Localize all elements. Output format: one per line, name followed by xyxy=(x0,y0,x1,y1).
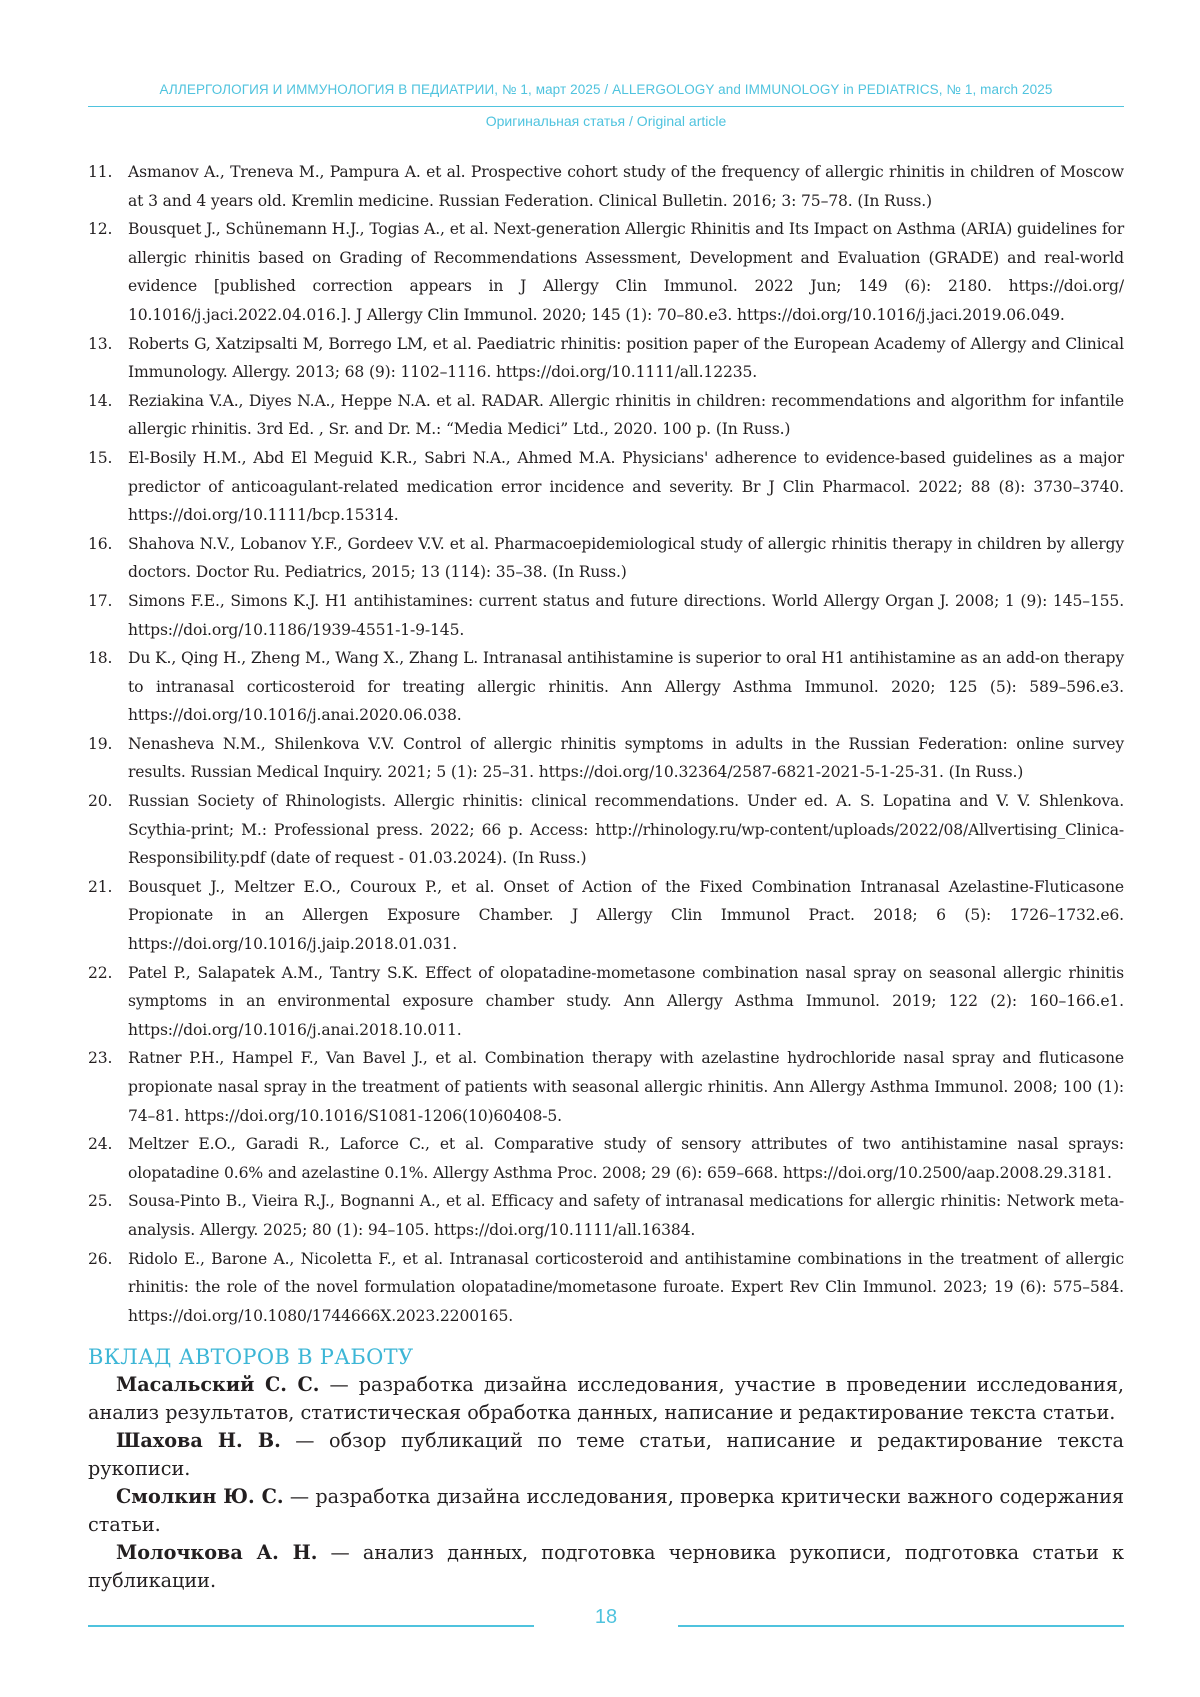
running-header xyxy=(88,82,1124,129)
contribution-item xyxy=(88,1539,1124,1595)
reference-number: 17. xyxy=(88,591,113,610)
reference-text: Sousa-Pinto B., Vieira R.J., Bognanni A., et al. Efficacy and safety of intranasal medications for allergic rhinitis: Network meta-analysis. Allergy. 2025; 80 (1): 94–105. https://doi.org/10.1111/all.16384. xyxy=(128,1192,1124,1239)
header-divider xyxy=(88,106,1124,107)
reference-item xyxy=(88,787,1124,873)
contributions-heading: ВКЛАД АВТОРОВ В РАБОТУ xyxy=(88,1345,414,1369)
footer-rule-right xyxy=(678,1625,1124,1627)
reference-number: 22. xyxy=(88,963,113,982)
reference-text: Meltzer E.O., Garadi R., Laforce C., et al. Comparative study of sensory attributes of two antihistamine nasal sprays: olopatadine 0.6% and azelastine 0.1%. Allergy Asthma Proc. 2008; 29 (6): 659–668. https://doi.org/10.2500/aap.2008.29.3181. xyxy=(128,1135,1124,1182)
reference-item xyxy=(88,1130,1124,1187)
reference-item xyxy=(88,959,1124,1045)
page-footer xyxy=(88,1604,1124,1634)
reference-number: 26. xyxy=(88,1249,113,1268)
contribution-item xyxy=(88,1371,1124,1427)
contribution-text: — разработка дизайна исследования, участие в проведении исследования, анализ результатов, статистическая обработка данных, написание и редактирование текста статьи. xyxy=(88,1373,1124,1424)
reference-text: Ratner P.H., Hampel F., Van Bavel J., et al. Combination therapy with azelastine hydrochloride nasal spray and fluticasone propionate nasal spray in the treatment of patients with seasonal allergic rhinitis. Ann Allergy Asthma Immunol. 2008; 100 (1): 74–81. https://doi.org/10.1016/S1081-1206(10)60408-5. xyxy=(128,1049,1124,1125)
article-type: Оригинальная статья / Original article xyxy=(485,113,727,129)
reference-number: 16. xyxy=(88,534,113,553)
contribution-author: Шахова Н. В. xyxy=(116,1429,281,1452)
footer-rule-left xyxy=(88,1625,534,1627)
reference-number: 23. xyxy=(88,1049,113,1068)
reference-text: Nenasheva N.M., Shilenkova V.V. Control of allergic rhinitis symptoms in adults in the Russian Federation: online survey results. Russian Medical Inquiry. 2021; 5 (1): 25–31. https://doi.org/10.32364/2587-6821-2021-5-1-25-31. (In Russ.) xyxy=(128,734,1124,782)
reference-text: Reziakina V.A., Diyes N.A., Heppe N.A. et al. RADAR. Allergic rhinitis in children: recommendations and algorithm for infantile allergic rhinitis. 3rd Ed. , Sr. and Dr. M.: “Media Medici” Ltd., 2020. 100 p. (In Russ.) xyxy=(128,391,1124,439)
reference-number: 25. xyxy=(88,1192,113,1211)
contribution-author: Молочкова А. Н. xyxy=(116,1541,318,1564)
reference-text: Roberts G, Xatzipsalti M, Borrego LM, et al. Paediatric rhinitis: position paper of the European Academy of Allergy and Clinical Immunology. Allergy. 2013; 68 (9): 1102–1116. https://doi.org/10.1111/all.12235. xyxy=(128,334,1124,382)
reference-item xyxy=(88,215,1124,329)
reference-text: Asmanov A., Treneva M., Pampura A. et al. Prospective cohort study of the frequency of allergic rhinitis in children of Moscow at 3 and 4 years old. Kremlin medicine. Russian Federation. Clinical Bulletin. 2016; 3: 75–78. (In Russ.) xyxy=(128,163,1124,210)
reference-list xyxy=(88,158,1124,1330)
reference-number: 12. xyxy=(88,220,113,239)
reference-number: 18. xyxy=(88,649,113,668)
reference-item xyxy=(88,1245,1124,1331)
contribution-author: Масальский С. С. xyxy=(116,1373,320,1396)
reference-number: 24. xyxy=(88,1135,113,1154)
reference-text: El-Bosily H.M., Abd El Meguid K.R., Sabri N.A., Ahmed M.A. Physicians' adherence to evidence-based guidelines as a major predictor of anticoagulant-related medication error incidence and severity. Br J Clin Pharmacol. 2022; 88 (8): 3730–3740. https://doi.org/10.1111/bcp.15314. xyxy=(128,448,1124,525)
reference-number: 21. xyxy=(88,877,113,896)
reference-number: 19. xyxy=(88,734,113,753)
reference-text: Bousquet J., Schünemann H.J., Togias A., et al. Next-generation Allergic Rhinitis and Its Impact on Asthma (ARIA) guidelines for allergic rhinitis based on Grading of Recommendations Assessment, Development and Evaluation (GRADE) and real-world evidence [published correction appears in J Allergy Clin Immunol. 2022 Jun; 149 (6): 2180. https://doi.org/ 10.1016/j.jaci.2022.04.016.]. J Allergy Clin Immunol. 2020; 145 (1): 70–80.e3. https://doi.org/10.1016/j.jaci.2019.06.049. xyxy=(128,220,1124,324)
reference-text: Ridolo E., Barone A., Nicoletta F., et al. Intranasal corticosteroid and antihistamine combinations in the treatment of allergic rhinitis: the role of the novel formulation olopatadine/mometasone furoate. Expert Rev Clin Immunol. 2023; 19 (6): 575–584. https://doi.org/10.1080/1744666X.2023.2200165. xyxy=(128,1249,1124,1325)
reference-item xyxy=(88,873,1124,959)
contribution-text: — анализ данных, подготовка черновика рукописи, подготовка статьи к публикации. xyxy=(88,1541,1124,1592)
reference-item xyxy=(88,330,1124,387)
reference-item xyxy=(88,444,1124,530)
contribution-text: — обзор публикаций по теме статьи, написание и редактирование текста рукописи. xyxy=(88,1429,1124,1480)
reference-text: Du K., Qing H., Zheng M., Wang X., Zhang L. Intranasal antihistamine is superior to oral H1 antihistamine as an add-on therapy to intranasal corticosteroid for treating allergic rhinitis. Ann Allergy Asthma Immunol. 2020; 125 (5): 589–596.e3. https://doi.org/10.1016/j.anai.2020.06.038. xyxy=(128,649,1124,725)
reference-text: Russian Society of Rhinologists. Allergic rhinitis: clinical recommendations. Under ed. A. S. Lopatina and V. V. Shlenkova. Scythia-print; M.: Professional press. 2022; 66 p. Access: http://rhinology.ru/wp-content/uploads/2022/08/Allvertising_Clinica-Responsibility.pdf (date of request - 01.03.2024). (In Russ.) xyxy=(128,792,1124,868)
contribution-item xyxy=(88,1483,1124,1539)
reference-text: Bousquet J., Meltzer E.O., Couroux P., et al. Onset of Action of the Fixed Combination Intranasal Azelastine-Fluticasone Propionate in an Allergen Exposure Chamber. J Allergy Clin Immunol Pract. 2018; 6 (5): 1726–1732.e6. https://doi.org/10.1016/j.jaip.2018.01.031. xyxy=(128,877,1124,954)
reference-number: 13. xyxy=(88,334,113,353)
contributions-section xyxy=(88,1371,1124,1595)
reference-number: 11. xyxy=(88,163,113,181)
reference-number: 20. xyxy=(88,792,113,811)
reference-text: Patel P., Salapatek A.M., Tantry S.K. Effect of olopatadine-mometasone combination nasal spray on seasonal allergic rhinitis symptoms in an environmental exposure chamber study. Ann Allergy Asthma Immunol. 2019; 122 (2): 160–166.e1. https://doi.org/10.1016/j.anai.2018.10.011. xyxy=(128,963,1124,1039)
reference-item xyxy=(88,158,1124,215)
reference-item xyxy=(88,530,1124,587)
reference-item xyxy=(88,587,1124,644)
reference-number: 14. xyxy=(88,391,113,410)
page-number: 18 xyxy=(594,1606,618,1628)
reference-item xyxy=(88,387,1124,444)
contribution-item xyxy=(88,1427,1124,1483)
contribution-text: — разработка дизайна исследования, проверка критически важного содержания статьи. xyxy=(88,1485,1125,1536)
contribution-author: Смолкин Ю. С. xyxy=(116,1485,284,1508)
journal-title: АЛЛЕРГОЛОГИЯ И ИММУНОЛОГИЯ В ПЕДИАТРИИ, № 1, март 2025 / ALLERGOLOGY and IMMUNOLOGY in PEDIATRICS, № 1, march 2025 xyxy=(159,82,1053,97)
reference-item xyxy=(88,1187,1124,1244)
reference-text: Shahova N.V., Lobanov Y.F., Gordeev V.V. et al. Pharmacoepidemiological study of allergic rhinitis therapy in children by allergy doctors. Doctor Ru. Pediatrics, 2015; 13 (114): 35–38. (In Russ.) xyxy=(128,534,1124,582)
reference-text: Simons F.E., Simons K.J. H1 antihistamines: current status and future directions. World Allergy Organ J. 2008; 1 (9): 145–155. https://doi.org/10.1186/1939-4551-1-9-145. xyxy=(128,591,1124,639)
reference-item xyxy=(88,1044,1124,1130)
reference-number: 15. xyxy=(88,448,113,467)
reference-item xyxy=(88,730,1124,787)
reference-item xyxy=(88,644,1124,730)
